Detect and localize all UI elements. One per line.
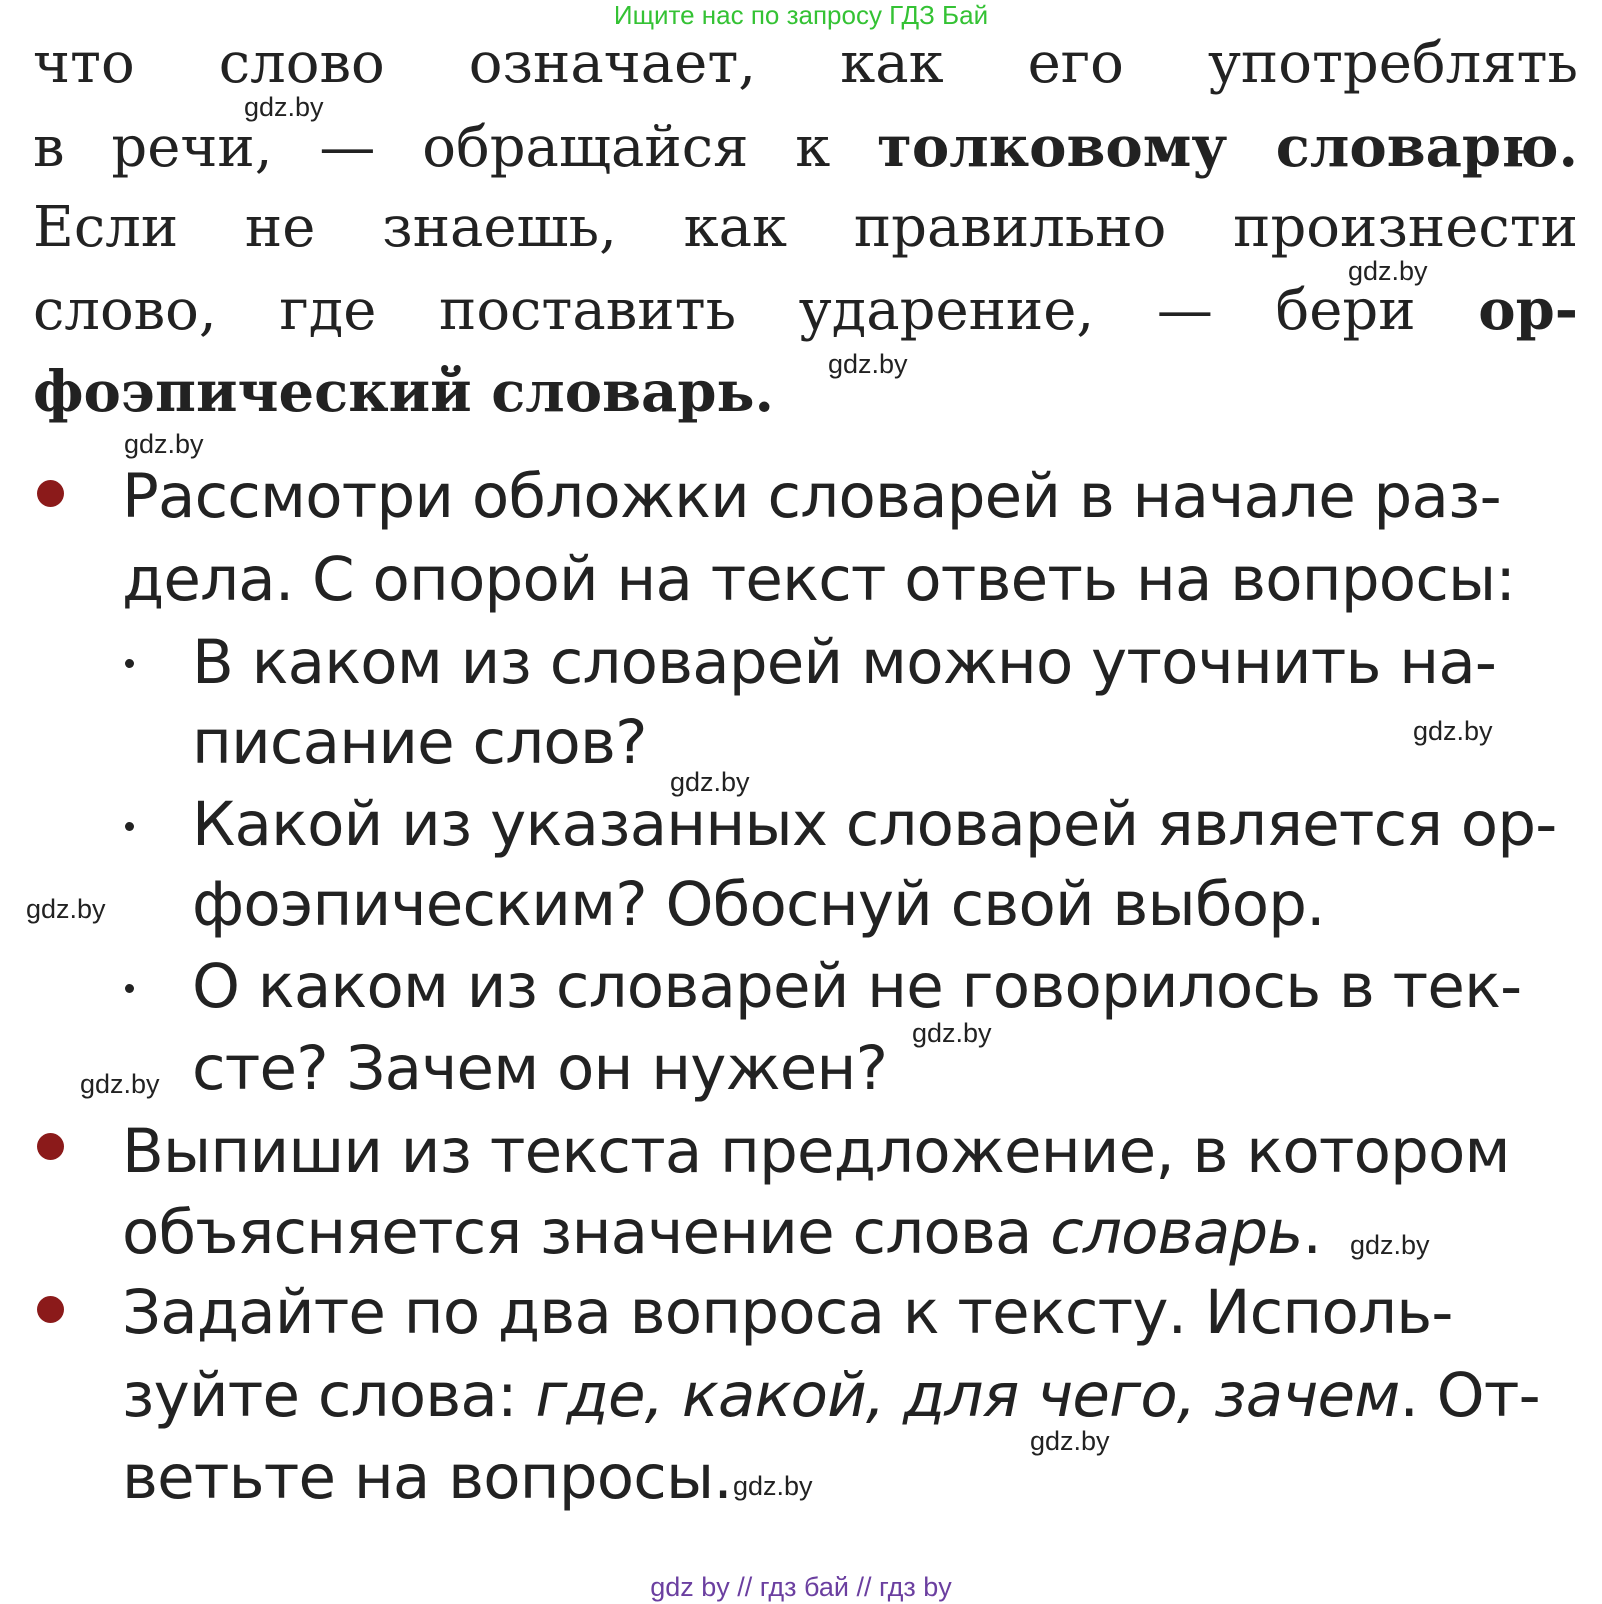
bullet-task-3 (37, 1296, 64, 1323)
watermark: gdz.by (828, 349, 908, 379)
task-3-line-2: зуйте слова: где, какой, для чего, зачем. От- (122, 1360, 1540, 1431)
watermark: gdz.by (26, 894, 106, 924)
task-3-line-3: ветьте на вопросы. (122, 1442, 732, 1513)
intro-line-2: в речи, — обращайся к толковому словарю. (33, 114, 1579, 180)
term-tolkovy: толковому словарю. (877, 114, 1579, 180)
term-orpho-part2: фоэпический словарь. (33, 359, 774, 425)
watermark: gdz.by (80, 1069, 160, 1099)
word-slovar: словарь (1050, 1197, 1303, 1268)
watermark: gdz.by (1413, 716, 1493, 746)
watermark: gdz.by (1348, 256, 1428, 286)
watermark: gdz.by (912, 1018, 992, 1048)
watermark: gdz.by (124, 429, 204, 459)
question-words: где, какой, для чего, зачем (535, 1360, 1400, 1431)
task-1-line-2: дела. С опорой на текст ответь на вопросы: (122, 544, 1516, 615)
question-2-line-1: Какой из указанных словарей является ор- (192, 789, 1557, 860)
question-2-line-2: фоэпическим? Обоснуй свой выбор. (192, 869, 1325, 940)
task-2-line-1: Выпиши из текста предложение, в котором (122, 1116, 1510, 1187)
question-1-line-1: В каком из словарей можно уточнить на- (192, 627, 1497, 698)
term-orpho-part1: ор- (1478, 277, 1578, 343)
bullet-question-3 (125, 984, 134, 993)
intro-line-4: слово, где поставить ударение, — бери ор- (33, 277, 1578, 343)
question-3-line-2: сте? Зачем он нужен? (192, 1033, 888, 1104)
question-1-line-2: писание слов? (192, 707, 647, 778)
footer-links: gdz by // гдз бай // гдз by (650, 1572, 952, 1602)
bullet-task-2 (37, 1133, 64, 1160)
watermark: gdz.by (244, 92, 324, 122)
intro-line-3: Если не знаешь, как правильно произнести (33, 195, 1578, 260)
watermark: gdz.by (670, 767, 750, 797)
task-1-line-1: Рассмотри обложки словарей в начале раз- (122, 461, 1501, 532)
watermark: gdz.by (733, 1471, 813, 1501)
question-3-line-1: О каком из словарей не говорилось в тек- (192, 951, 1522, 1022)
bullet-question-2 (125, 822, 134, 831)
watermark: gdz.by (1030, 1426, 1110, 1456)
bullet-question-1 (125, 659, 134, 668)
bullet-task-1 (37, 480, 64, 507)
intro-line-5 (33, 359, 774, 425)
top-banner: Ищите нас по запросу ГДЗ Бай (613, 0, 989, 30)
task-2-line-2: объясняется значение слова словарь. (122, 1197, 1322, 1268)
task-3-line-1: Задайте по два вопроса к тексту. Исполь- (122, 1277, 1453, 1348)
intro-line-1: что слово означает, как его употреблять (33, 31, 1578, 96)
watermark: gdz.by (1350, 1230, 1430, 1260)
